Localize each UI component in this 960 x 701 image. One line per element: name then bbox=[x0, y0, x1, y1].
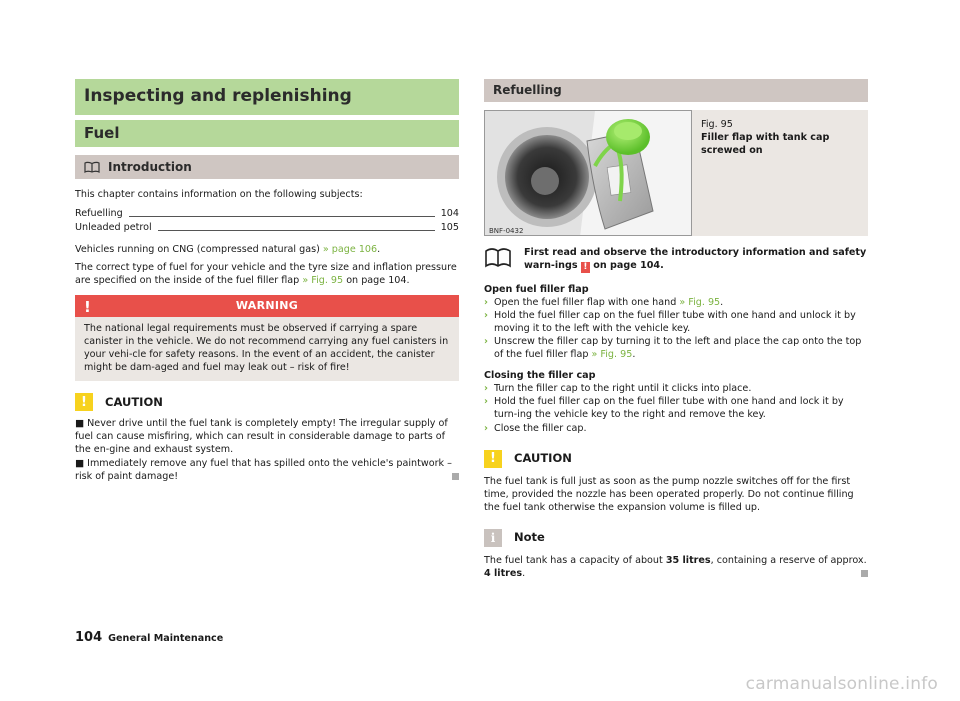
chevron-right-icon: › bbox=[484, 336, 488, 348]
right-column bbox=[484, 79, 868, 580]
read-first-text: First read and observe the introductory information and safety warn-ings ! on page 104. bbox=[524, 247, 867, 273]
close-heading: Closing the filler cap bbox=[484, 370, 596, 382]
caution-icon: ! bbox=[484, 450, 502, 468]
warning-box bbox=[75, 295, 459, 381]
chevron-right-icon: › bbox=[484, 297, 488, 309]
intro-text: This chapter contains information on the following subjects: bbox=[75, 189, 363, 200]
step-item: › Hold the fuel filler cap on the fuel filler tube with one hand and lock it by turn-ing the vehicle key to the right and remove the key. bbox=[484, 396, 844, 421]
open-book-icon bbox=[484, 246, 524, 273]
intro-heading-bar bbox=[75, 155, 459, 179]
figure-box bbox=[484, 110, 868, 236]
warning-mini-icon: ! bbox=[581, 262, 590, 273]
figure-code: BNF-0432 bbox=[489, 227, 524, 235]
exclamation-icon: ! bbox=[84, 298, 92, 317]
intro-heading: Introduction bbox=[108, 159, 192, 174]
step-item: › Turn the filler cap to the right until it clicks into place. bbox=[484, 383, 752, 395]
book-icon bbox=[84, 161, 100, 173]
fig-link[interactable]: » Fig. 95 bbox=[302, 275, 344, 287]
step-item: › Close the filler cap. bbox=[484, 422, 587, 434]
open-heading: Open fuel filler flap bbox=[484, 284, 589, 296]
page-link[interactable]: » page 106 bbox=[322, 244, 378, 256]
caution-text: The fuel tank is full just as soon as the pump nozzle switches off for the first time, provided the nozzle has been operated properly. Do not continue filling the fuel tank otherwise the expansion volume is filled up. bbox=[484, 475, 854, 513]
figure-number: Fig. 95 bbox=[701, 119, 733, 130]
note-header: i Note bbox=[484, 528, 868, 548]
section-title: Fuel bbox=[75, 120, 459, 147]
figure-title: Filler flap with tank cap screwed on bbox=[701, 132, 830, 157]
left-column bbox=[75, 79, 459, 483]
step-item: › Unscrew the filler cap by turning it to the left and place the cap onto the top of the fuel filler flap » Fig. 95. bbox=[484, 336, 862, 361]
end-marker bbox=[452, 473, 459, 480]
fig-link[interactable]: » Fig. 95 bbox=[591, 349, 633, 361]
page-number: 104 bbox=[75, 630, 103, 645]
step-item: › Hold the fuel filler cap on the fuel filler tube with one hand and unlock it by moving it to the left with the vehicle key. bbox=[484, 310, 856, 335]
caution-header: ! CAUTION bbox=[484, 449, 868, 469]
warning-header: ! WARNING bbox=[75, 295, 459, 317]
chevron-right-icon: › bbox=[484, 383, 488, 395]
chevron-right-icon: › bbox=[484, 310, 488, 322]
toc-row[interactable]: Unleaded petrol 105 bbox=[75, 222, 459, 233]
read-first-row bbox=[484, 246, 868, 273]
warning-text: The national legal requirements must be observed if carrying a spare canister in the vehicle. We do not recommend carrying any fuel canisters in your vehi-cle for safety reasons. In the event of an accident, the canister might be dam-aged and fuel may leak out – risk of fire! bbox=[84, 323, 449, 374]
chevron-right-icon: › bbox=[484, 396, 488, 408]
watermark: carmanualsonline.info bbox=[745, 674, 938, 694]
section-name: General Maintenance bbox=[108, 633, 224, 644]
chevron-right-icon: › bbox=[484, 422, 488, 434]
caution-header: ! CAUTION bbox=[75, 392, 459, 412]
caution-item: ■ Never drive until the fuel tank is completely empty! The irregular supply of fuel can cause misfiring, which can result in considerable damage to parts of the en-gine and exhaust system. bbox=[75, 418, 448, 456]
figure-caption bbox=[692, 110, 868, 236]
fuel-type-paragraph: The correct type of fuel for your vehicle and the tyre size and inflation pressure are specified on the inside of the fuel filler flap » Fig. 95 on page 104. bbox=[75, 262, 457, 287]
refuelling-title: Refuelling bbox=[484, 79, 868, 102]
chapter-title: Inspecting and replenishing bbox=[75, 79, 459, 115]
step-item: › Open the fuel filler flap with one hand » Fig. 95. bbox=[484, 297, 724, 309]
toc bbox=[75, 206, 459, 234]
end-marker bbox=[861, 570, 868, 577]
info-icon: i bbox=[484, 529, 502, 547]
fig-link[interactable]: » Fig. 95 bbox=[679, 297, 721, 309]
fuel-flap-image bbox=[484, 110, 692, 236]
note-text: The fuel tank has a capacity of about 35 litres, containing a reserve of approx. 4 litres. bbox=[484, 554, 867, 579]
cng-paragraph: Vehicles running on CNG (compressed natural gas) » page 106. bbox=[75, 244, 381, 256]
toc-row[interactable]: Refuelling 104 bbox=[75, 208, 459, 219]
caution-icon: ! bbox=[75, 393, 93, 411]
caution-item: ■ Immediately remove any fuel that has spilled onto the vehicle's paintwork – risk of paint damage! bbox=[75, 457, 459, 483]
page-footer bbox=[75, 629, 223, 647]
